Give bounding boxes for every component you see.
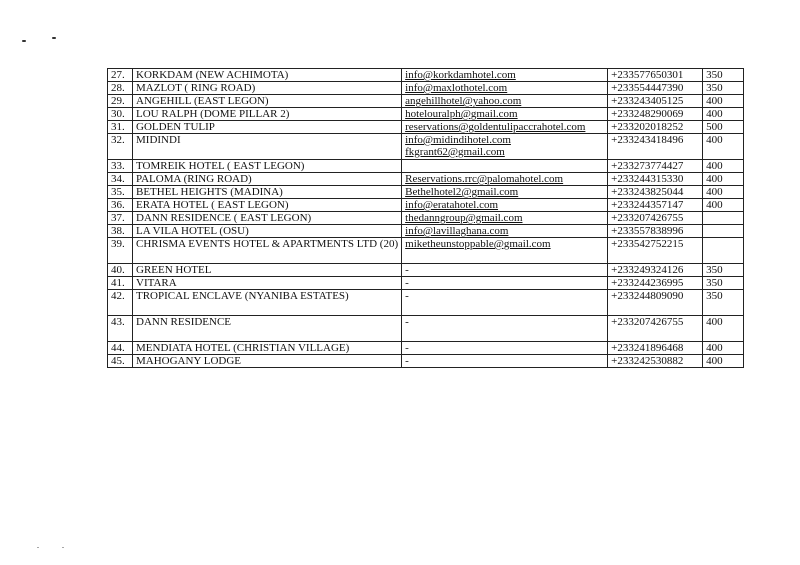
table-row (108, 160, 744, 173)
hotel-name: GOLDEN TULIP (133, 121, 402, 134)
table-row (108, 277, 744, 290)
email-cell (402, 290, 608, 316)
table-row (108, 355, 744, 368)
email-cell (402, 173, 608, 186)
table-row (108, 108, 744, 121)
phone-number: +233244809090 (608, 290, 703, 316)
hotel-name: TROPICAL ENCLAVE (NYANIBA ESTATES) (133, 290, 402, 316)
table-row (108, 82, 744, 95)
phone-number: +233243405125 (608, 95, 703, 108)
hotel-table-body (108, 69, 744, 368)
email-cell (402, 108, 608, 121)
row-number: 29. (108, 95, 133, 108)
phone-number: +233207426755 (608, 316, 703, 342)
table-row (108, 212, 744, 225)
row-number: 44. (108, 342, 133, 355)
email-cell (402, 199, 608, 212)
phone-number: +233207426755 (608, 212, 703, 225)
table-row (108, 121, 744, 134)
email-cell (402, 355, 608, 368)
row-number: 40. (108, 264, 133, 277)
room-count: 400 (703, 186, 744, 199)
row-number: 32. (108, 134, 133, 160)
email-address: fkgrant62@gmail.com (405, 146, 505, 158)
table-row (108, 290, 744, 316)
room-count: 400 (703, 173, 744, 186)
phone-number: +233242530882 (608, 355, 703, 368)
email-address: info@eratahotel.com (405, 199, 499, 211)
room-count: 400 (703, 316, 744, 342)
room-count: 350 (703, 277, 744, 290)
email-cell (402, 134, 608, 160)
phone-number: +233202018252 (608, 121, 703, 134)
email-placeholder-dash: - (405, 342, 409, 354)
room-count: 400 (703, 199, 744, 212)
phone-number: +233241896468 (608, 342, 703, 355)
row-number: 37. (108, 212, 133, 225)
email-address: angehillhotel@yahoo.com (405, 95, 522, 107)
table-row (108, 69, 744, 82)
row-number: 39. (108, 238, 133, 264)
phone-number: +233273774427 (608, 160, 703, 173)
room-count (703, 238, 744, 264)
scan-speck (52, 37, 56, 39)
room-count: 400 (703, 95, 744, 108)
hotel-name: LOU RALPH (DOME PILLAR 2) (133, 108, 402, 121)
row-number: 31. (108, 121, 133, 134)
email-placeholder-dash: - (405, 355, 409, 367)
hotel-name: MIDINDI (133, 134, 402, 160)
email-cell (402, 69, 608, 82)
room-count (703, 225, 744, 238)
email-cell (402, 82, 608, 95)
email-address: info@maxlothotel.com (405, 82, 508, 94)
room-count: 400 (703, 134, 744, 160)
hotel-name: MAHOGANY LODGE (133, 355, 402, 368)
email-address: Bethelhotel2@gmail.com (405, 186, 519, 198)
email-address: info@korkdamhotel.com (405, 69, 516, 81)
email-address: thedanngroup@gmail.com (405, 212, 523, 224)
phone-number: +233243418496 (608, 134, 703, 160)
room-count: 400 (703, 160, 744, 173)
row-number: 30. (108, 108, 133, 121)
hotel-name: VITARA (133, 277, 402, 290)
hotel-name: MENDIATA HOTEL (CHRISTIAN VILLAGE) (133, 342, 402, 355)
room-count: 500 (703, 121, 744, 134)
phone-number: +233243825044 (608, 186, 703, 199)
scan-speck (37, 547, 39, 548)
phone-number: +233542752215 (608, 238, 703, 264)
table-row (108, 186, 744, 199)
table-row (108, 264, 744, 277)
email-cell (402, 342, 608, 355)
email-address: Reservations.rrc@palomahotel.com (405, 173, 564, 185)
hotel-name: DANN RESIDENCE (133, 316, 402, 342)
phone-number: +233577650301 (608, 69, 703, 82)
hotel-name: BETHEL HEIGHTS (MADINA) (133, 186, 402, 199)
table-row (108, 173, 744, 186)
email-address: hotelouralph@gmail.com (405, 108, 518, 120)
hotel-name: MAZLOT ( RING ROAD) (133, 82, 402, 95)
phone-number: +233554447390 (608, 82, 703, 95)
scan-speck (22, 40, 26, 42)
hotel-name: PALOMA (RING ROAD) (133, 173, 402, 186)
email-address: miketheunstoppable@gmail.com (405, 238, 551, 250)
room-count: 350 (703, 264, 744, 277)
hotel-name: DANN RESIDENCE ( EAST LEGON) (133, 212, 402, 225)
hotel-name: KORKDAM (NEW ACHIMOTA) (133, 69, 402, 82)
hotel-name: CHRISMA EVENTS HOTEL & APARTMENTS LTD (20) (133, 238, 402, 264)
email-cell (402, 277, 608, 290)
email-cell (402, 95, 608, 108)
row-number: 36. (108, 199, 133, 212)
email-address: info@lavillaghana.com (405, 225, 509, 237)
hotel-name: ERATA HOTEL ( EAST LEGON) (133, 199, 402, 212)
room-count (703, 212, 744, 225)
table-row (108, 342, 744, 355)
row-number: 43. (108, 316, 133, 342)
hotel-name: GREEN HOTEL (133, 264, 402, 277)
email-placeholder-dash: - (405, 316, 409, 328)
room-count: 400 (703, 342, 744, 355)
room-count: 350 (703, 82, 744, 95)
email-cell (402, 238, 608, 264)
hotel-name: TOMREIK HOTEL ( EAST LEGON) (133, 160, 402, 173)
email-cell (402, 186, 608, 199)
row-number: 42. (108, 290, 133, 316)
row-number: 27. (108, 69, 133, 82)
email-address: info@midindihotel.com (405, 134, 511, 146)
email-cell (402, 121, 608, 134)
hotel-name: ANGEHILL (EAST LEGON) (133, 95, 402, 108)
email-cell (402, 316, 608, 342)
table-row (108, 199, 744, 212)
phone-number: +233248290069 (608, 108, 703, 121)
email-placeholder-dash: - (405, 277, 409, 289)
table-row (108, 238, 744, 264)
table-row (108, 95, 744, 108)
hotel-name: LA VILA HOTEL (OSU) (133, 225, 402, 238)
phone-number: +233244357147 (608, 199, 703, 212)
room-count: 350 (703, 69, 744, 82)
row-number: 34. (108, 173, 133, 186)
hotel-contact-table (107, 68, 744, 368)
room-count: 400 (703, 108, 744, 121)
phone-number: +233244315330 (608, 173, 703, 186)
email-placeholder-dash: - (405, 290, 409, 302)
row-number: 33. (108, 160, 133, 173)
email-cell (402, 225, 608, 238)
email-cell (402, 160, 608, 173)
email-cell (402, 212, 608, 225)
row-number: 38. (108, 225, 133, 238)
table-row (108, 316, 744, 342)
row-number: 41. (108, 277, 133, 290)
email-cell (402, 264, 608, 277)
email-placeholder-dash: - (405, 264, 409, 276)
phone-number: +233557838996 (608, 225, 703, 238)
email-address: reservations@goldentulipaccrahotel.com (405, 121, 586, 133)
room-count: 350 (703, 290, 744, 316)
scan-speck (62, 547, 64, 548)
table-row (108, 134, 744, 160)
phone-number: +233249324126 (608, 264, 703, 277)
row-number: 35. (108, 186, 133, 199)
phone-number: +233244236995 (608, 277, 703, 290)
table-row (108, 225, 744, 238)
room-count: 400 (703, 355, 744, 368)
row-number: 28. (108, 82, 133, 95)
row-number: 45. (108, 355, 133, 368)
